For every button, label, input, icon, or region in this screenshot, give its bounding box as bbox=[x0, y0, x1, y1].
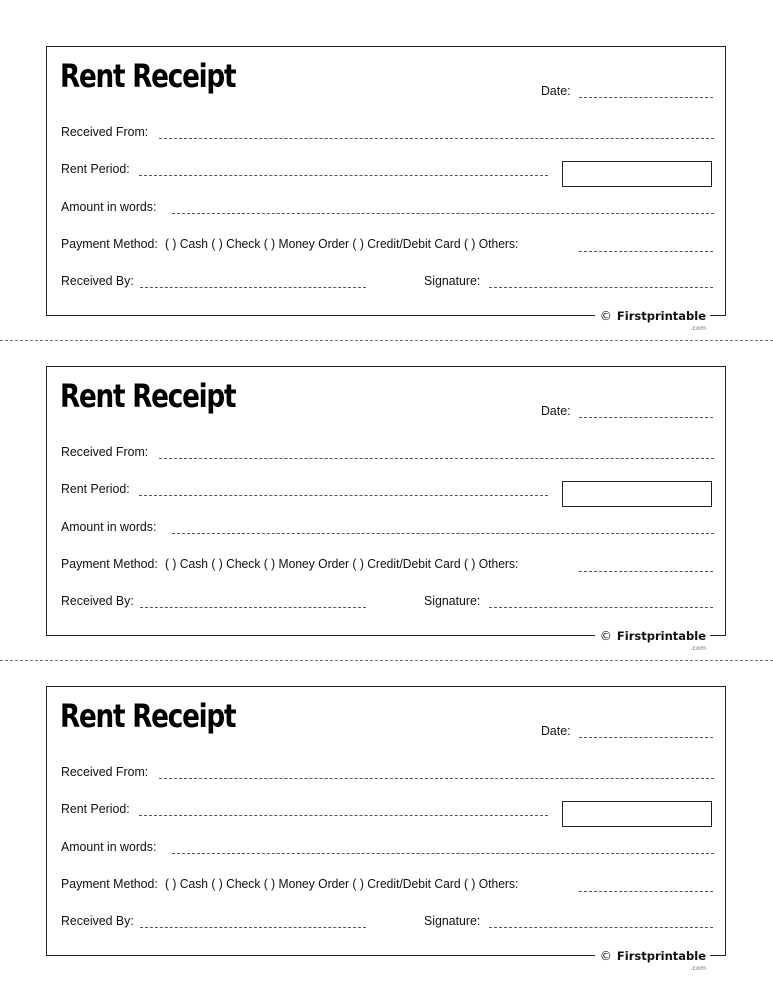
copyright-icon: © bbox=[599, 949, 612, 963]
others-field[interactable] bbox=[579, 251, 713, 252]
rent-period-field[interactable] bbox=[139, 175, 548, 176]
payment-method-label: Payment Method: bbox=[61, 556, 158, 571]
brand-name: Firstprintable bbox=[616, 949, 706, 963]
rent-period-label: Rent Period: bbox=[61, 161, 130, 176]
received-from-label: Received From: bbox=[61, 764, 149, 779]
brand-name: Firstprintable bbox=[616, 309, 706, 323]
signature-label: Signature: bbox=[424, 593, 481, 608]
rent-period-field[interactable] bbox=[139, 495, 548, 496]
amount-words-label: Amount in words: bbox=[61, 839, 157, 854]
rent-period-label: Rent Period: bbox=[61, 481, 130, 496]
amount-words-field[interactable] bbox=[172, 853, 714, 854]
date-field[interactable] bbox=[579, 97, 713, 98]
cut-line bbox=[0, 660, 773, 661]
payment-method-label: Payment Method: bbox=[61, 876, 158, 891]
payment-options: ( ) Cash ( ) Check ( ) Money Order ( ) Credit/Debit Card ( ) Others: bbox=[165, 556, 519, 571]
rent-period-label: Rent Period: bbox=[61, 801, 130, 816]
received-by-label: Received By: bbox=[61, 913, 134, 928]
amount-box[interactable] bbox=[562, 481, 712, 507]
copyright-icon: © bbox=[599, 309, 612, 323]
received-from-label: Received From: bbox=[61, 124, 149, 139]
receipt-1 bbox=[46, 46, 726, 332]
rent-period-field[interactable] bbox=[139, 815, 548, 816]
receipt-title: Rent Receipt bbox=[60, 697, 236, 735]
brand-name: Firstprintable bbox=[616, 629, 706, 643]
received-from-field[interactable] bbox=[159, 138, 714, 139]
date-label: Date: bbox=[541, 403, 571, 418]
signature-label: Signature: bbox=[424, 273, 481, 288]
brand-logo bbox=[595, 629, 710, 652]
amount-box[interactable] bbox=[562, 801, 712, 827]
amount-words-label: Amount in words: bbox=[61, 519, 157, 534]
amount-words-field[interactable] bbox=[172, 533, 714, 534]
brand-logo bbox=[595, 949, 710, 972]
received-by-field[interactable] bbox=[140, 607, 366, 608]
received-by-label: Received By: bbox=[61, 593, 134, 608]
date-field[interactable] bbox=[579, 417, 713, 418]
signature-field[interactable] bbox=[489, 927, 713, 928]
date-label: Date: bbox=[541, 83, 571, 98]
received-by-field[interactable] bbox=[140, 287, 366, 288]
payment-method-label: Payment Method: bbox=[61, 236, 158, 251]
brand-tld: .com bbox=[690, 325, 706, 332]
received-from-field[interactable] bbox=[159, 458, 714, 459]
others-field[interactable] bbox=[579, 571, 713, 572]
copyright-icon: © bbox=[599, 629, 612, 643]
others-field[interactable] bbox=[579, 891, 713, 892]
cut-line bbox=[0, 340, 773, 341]
receipt-2 bbox=[46, 366, 726, 652]
signature-field[interactable] bbox=[489, 287, 713, 288]
receipt-3 bbox=[46, 686, 726, 972]
date-label: Date: bbox=[541, 723, 571, 738]
amount-box[interactable] bbox=[562, 161, 712, 187]
brand-logo bbox=[595, 309, 710, 332]
received-from-label: Received From: bbox=[61, 444, 149, 459]
signature-field[interactable] bbox=[489, 607, 713, 608]
date-field[interactable] bbox=[579, 737, 713, 738]
payment-options: ( ) Cash ( ) Check ( ) Money Order ( ) Credit/Debit Card ( ) Others: bbox=[165, 876, 519, 891]
receipt-title: Rent Receipt bbox=[60, 57, 236, 95]
amount-words-label: Amount in words: bbox=[61, 199, 157, 214]
amount-words-field[interactable] bbox=[172, 213, 714, 214]
payment-options: ( ) Cash ( ) Check ( ) Money Order ( ) Credit/Debit Card ( ) Others: bbox=[165, 236, 519, 251]
received-by-label: Received By: bbox=[61, 273, 134, 288]
receipt-title: Rent Receipt bbox=[60, 377, 236, 415]
received-from-field[interactable] bbox=[159, 778, 714, 779]
signature-label: Signature: bbox=[424, 913, 481, 928]
brand-tld: .com bbox=[690, 965, 706, 972]
received-by-field[interactable] bbox=[140, 927, 366, 928]
brand-tld: .com bbox=[690, 645, 706, 652]
